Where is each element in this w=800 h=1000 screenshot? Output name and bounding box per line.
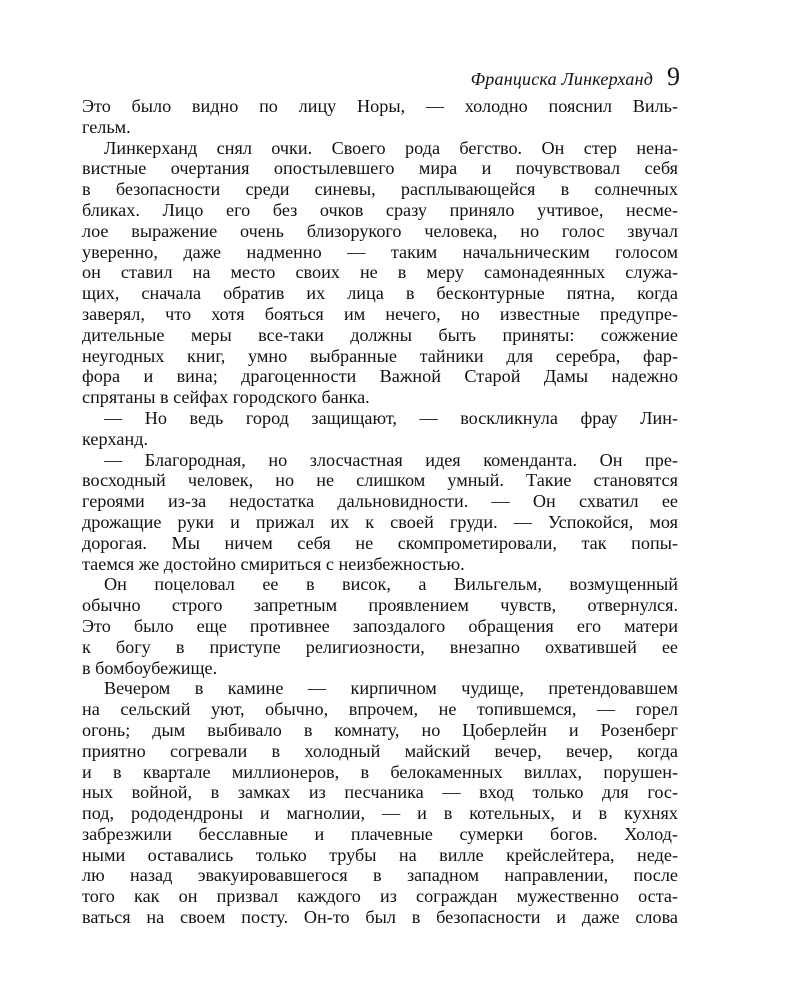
text-line: дительные меры все-таки должны быть приняты: сожжение [82, 324, 678, 345]
body-text [82, 96, 678, 928]
running-header [471, 64, 680, 90]
text-line: забрезжили бесславные и плачевные сумерки богов. Холод- [82, 823, 678, 844]
text-line: ными оставались только трубы на вилле крейслейтера, неде- [82, 844, 678, 865]
text-line: в бомбоубежище. [82, 657, 218, 678]
text-line: ваться на своем посту. Он-то был в безопасности и даже слова [82, 907, 678, 928]
text-line: гельм. [82, 116, 131, 137]
text-line: Это было еще противнее запоздалого обращения его матери [82, 615, 678, 636]
text-line: заверял, что хотя бояться им нечего, но известные предупре- [82, 303, 678, 324]
text-line: уверенно, даже надменно — таким начальническим голосом [82, 241, 678, 262]
text-line: он ставил на место своих не в меру самонадеянных служа- [82, 262, 678, 283]
text-line: Он поцеловал ее в висок, а Вильгельм, возмущенный [104, 574, 678, 595]
text-line: вистные очертания опостылевшего мира и почувствовал себя [82, 158, 678, 179]
text-line: бликах. Лицо его без очков сразу приняло учтивое, несме- [82, 199, 678, 220]
text-line: — Благородная, но злосчастная идея коменданта. Он пре- [104, 449, 678, 470]
text-line: в безопасности среди синевы, расплывающейся в солнечных [82, 179, 678, 200]
text-line: Линкерханд снял очки. Своего рода бегство. Он стер нена- [104, 137, 678, 158]
text-line: того как он призвал каждого из сограждан мужественно оста- [82, 886, 678, 907]
text-line: восходный человек, но не слишком умный. Такие становятся [82, 470, 678, 491]
text-line: ных войной, в замках из песчаника — вход только для гос- [82, 782, 678, 803]
text-line: щих, сначала обратив их лица в бесконтурные пятна, когда [82, 283, 678, 304]
text-line: на сельский уют, обычно, впрочем, не топившемся, — горел [82, 699, 678, 720]
text-line: обычно строго запретным проявлением чувств, отвернулся. [82, 595, 678, 616]
page-number: 9 [667, 62, 680, 91]
text-line: лю назад эвакуировавшегося в западном направлении, после [82, 865, 678, 886]
text-line: дрожащие руки и прижал их к своей груди. — Успокойся, моя [82, 511, 678, 532]
text-line: лое выражение очень близорукого человека, но голос звучал [82, 220, 678, 241]
text-line: к богу в приступе религиозности, внезапно охватившей ее [82, 636, 678, 657]
text-line: таемся же достойно смириться с неизбежностью. [82, 553, 465, 574]
text-line: неугодных книг, умно выбранные тайники для серебра, фар- [82, 345, 678, 366]
text-line: спрятаны в сейфах городского банка. [82, 387, 370, 408]
text-line: под, рододендроны и магнолии, — и в котельных, и в кухнях [82, 803, 678, 824]
text-line: — Но ведь город защищают, — воскликнула фрау Лин- [104, 407, 678, 428]
text-line: дорогая. Мы ничем себя не скомпрометировали, так попы- [82, 532, 678, 553]
header-author-title: Франциска Линкерханд [470, 69, 653, 89]
text-line: Это было видно по лицу Норы, — холодно пояснил Виль- [82, 96, 678, 116]
text-line: и в квартале миллионеров, в белокаменных виллах, порушен- [82, 761, 678, 782]
text-line: Вечером в камине — кирпичном чудище, претендовавшем [104, 678, 678, 699]
text-line: огонь; дым выбивало в комнату, но Цоберлейн и Розенберг [82, 719, 678, 740]
text-line: приятно согревали в холодный майский вечер, вечер, когда [82, 740, 678, 761]
text-line: керханд. [82, 428, 149, 449]
text-line: героями из-за недостатка дальновидности. — Он схватил ее [82, 491, 678, 512]
text-line: фора и вина; драгоценности Важной Старой Дамы надежно [82, 366, 678, 387]
